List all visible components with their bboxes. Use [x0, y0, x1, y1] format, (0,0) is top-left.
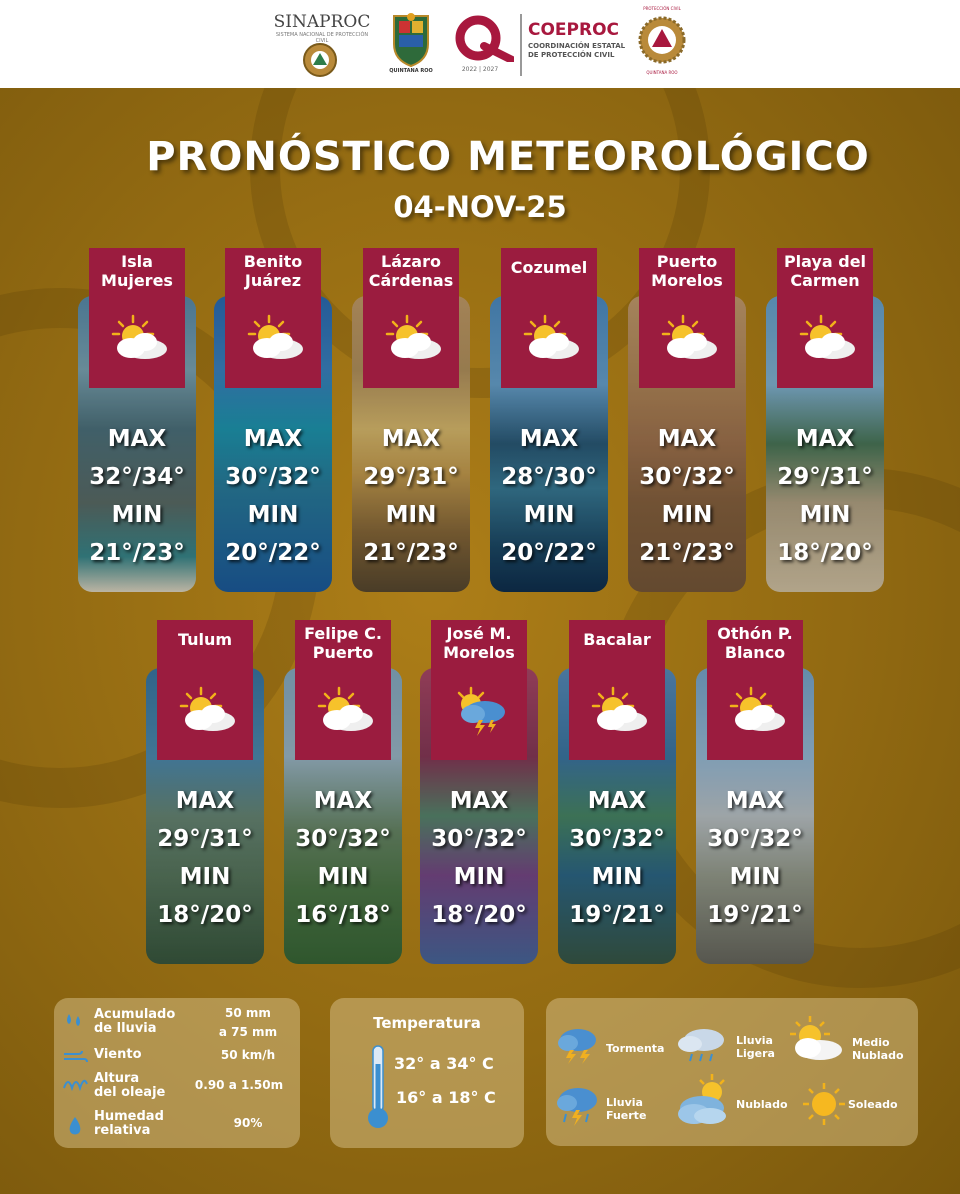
city-name-line2: Morelos — [651, 271, 723, 290]
city-tag — [225, 248, 321, 388]
raindrops-icon — [64, 1012, 84, 1028]
city-temperatures — [352, 420, 470, 572]
max-label: MAX — [657, 426, 717, 452]
min-range: 19°/21° — [707, 902, 803, 928]
min-range: 18°/20° — [777, 540, 873, 566]
acumulado-label — [94, 1008, 175, 1036]
city-name-line1: Puerto — [656, 252, 718, 271]
legend-medio-nublado-label — [852, 1036, 904, 1062]
viento-value: 50 km/h — [220, 1048, 276, 1062]
city-temperatures — [78, 420, 196, 572]
min-label: MIN — [247, 502, 299, 528]
city-name — [777, 252, 873, 290]
city-tag — [431, 620, 527, 760]
city-name — [89, 252, 185, 290]
max-label: MAX — [449, 788, 509, 814]
city-name — [157, 630, 253, 649]
partly-cloudy-icon — [521, 314, 581, 360]
quintana-roo-caption-2: QUINTANA ROO — [646, 70, 678, 75]
waves-icon — [62, 1074, 88, 1092]
proteccion-civil-emblem-icon — [638, 16, 686, 64]
legend-soleado-label: Soleado — [848, 1098, 898, 1111]
min-label: MIN — [799, 502, 851, 528]
city-name — [431, 624, 527, 662]
acumulado-label-line1: Acumulado — [94, 1007, 176, 1022]
max-range: 29°/31° — [363, 464, 459, 490]
city-name-line2: Carmen — [790, 271, 860, 290]
page-title: PRONÓSTICO METEOROLÓGICO — [146, 134, 870, 180]
city-name-line2: Blanco — [724, 643, 786, 662]
min-range: 21°/23° — [89, 540, 185, 566]
max-range: 30°/32° — [295, 826, 391, 852]
city-name-line1: José M. — [446, 624, 512, 643]
min-label: MIN — [111, 502, 163, 528]
humedad-value: 90% — [233, 1116, 263, 1130]
heavy-rain-icon — [554, 1082, 602, 1132]
wind-icon — [62, 1050, 88, 1064]
city-name — [569, 630, 665, 649]
weather-legend-panel — [546, 998, 918, 1146]
city-name-line1: Othón P. — [717, 624, 793, 643]
city-name-line1: Tulum — [177, 630, 233, 649]
oleaje-label — [94, 1072, 165, 1100]
city-temperatures — [490, 420, 608, 572]
city-tag — [157, 620, 253, 760]
temperature-title: Temperatura — [373, 1014, 481, 1032]
legend-medio-nublado-line1: Medio — [852, 1036, 890, 1049]
city-name — [501, 258, 597, 277]
storm-sun-icon — [451, 686, 511, 732]
city-name-line2: Puerto — [312, 643, 374, 662]
min-range: 18°/20° — [157, 902, 253, 928]
legend-lluvia-fuerte-label — [606, 1096, 646, 1122]
max-range: 30°/32° — [569, 826, 665, 852]
min-label: MIN — [385, 502, 437, 528]
max-range: 30°/32° — [707, 826, 803, 852]
max-label: MAX — [381, 426, 441, 452]
acumulado-value-line1: 50 mm — [225, 1006, 271, 1020]
max-label: MAX — [587, 788, 647, 814]
city-temperatures — [628, 420, 746, 572]
max-label: MAX — [175, 788, 235, 814]
humedad-label-line1: Humedad — [94, 1109, 164, 1124]
city-tag — [501, 248, 597, 388]
max-range: 28°/30° — [501, 464, 597, 490]
min-range: 16°/18° — [295, 902, 391, 928]
city-tag — [363, 248, 459, 388]
light-rain-icon — [674, 1026, 730, 1064]
min-range: 21°/23° — [639, 540, 735, 566]
max-label: MAX — [107, 426, 167, 452]
city-name-line1: Cozumel — [510, 258, 588, 277]
max-label: MAX — [725, 788, 785, 814]
city-tag — [777, 248, 873, 388]
storm-icon — [554, 1024, 602, 1064]
humedad-label — [94, 1110, 164, 1138]
humidity-drop-icon — [66, 1116, 84, 1136]
sunny-icon — [802, 1082, 846, 1126]
min-label: MIN — [661, 502, 713, 528]
oleaje-label-line1: Altura — [94, 1071, 140, 1086]
min-range: 21°/23° — [363, 540, 459, 566]
max-range: 32°/34° — [89, 464, 185, 490]
city-temperatures — [696, 782, 814, 934]
city-temperatures — [284, 782, 402, 934]
city-temperatures — [146, 782, 264, 934]
city-name — [707, 624, 803, 662]
min-range: 18°/20° — [431, 902, 527, 928]
city-tag — [569, 620, 665, 760]
gobierno-q-logo-icon — [450, 14, 514, 62]
partly-cloudy-icon — [383, 314, 443, 360]
city-name-line2: Morelos — [443, 643, 515, 662]
max-range: 29°/31° — [157, 826, 253, 852]
humedad-label-line2: relativa — [94, 1123, 151, 1138]
partly-cloudy-icon — [784, 1014, 848, 1064]
max-range: 30°/32° — [639, 464, 735, 490]
min-label: MIN — [523, 502, 575, 528]
min-range: 20°/22° — [501, 540, 597, 566]
min-range: 19°/21° — [569, 902, 665, 928]
city-name — [295, 624, 391, 662]
acumulado-value-line2: a 75 mm — [218, 1025, 278, 1039]
partly-cloudy-icon — [315, 686, 375, 732]
city-tag — [639, 248, 735, 388]
city-name-line2: Mujeres — [101, 271, 173, 290]
city-tag — [295, 620, 391, 760]
min-range: 20°/22° — [225, 540, 321, 566]
city-tag — [89, 248, 185, 388]
partly-cloudy-icon — [659, 314, 719, 360]
max-range: 29°/31° — [777, 464, 873, 490]
temperature-min-range: 16° a 18° C — [396, 1088, 496, 1107]
temperature-panel — [330, 998, 524, 1148]
temperature-max-range: 32° a 34° C — [394, 1054, 494, 1073]
sinaproc-emblem-icon — [302, 42, 338, 78]
header-divider — [520, 14, 522, 76]
min-label: MIN — [179, 864, 231, 890]
min-label: MIN — [317, 864, 369, 890]
city-name-line1: Felipe C. — [304, 624, 382, 643]
max-range: 30°/32° — [225, 464, 321, 490]
city-name-line1: Benito — [243, 252, 303, 271]
city-name-line1: Lázaro — [381, 252, 441, 271]
proteccion-civil-caption: PROTECCIÓN CIVIL — [643, 6, 681, 11]
partly-cloudy-icon — [727, 686, 787, 732]
legend-medio-nublado-line2: Nublado — [852, 1049, 904, 1062]
max-label: MAX — [519, 426, 579, 452]
city-name-line2: Juárez — [244, 271, 302, 290]
max-range: 30°/32° — [431, 826, 527, 852]
legend-lluvia-ligera-label — [736, 1034, 775, 1060]
min-label: MIN — [591, 864, 643, 890]
oleaje-value: 0.90 a 1.50m — [194, 1078, 284, 1092]
min-label: MIN — [729, 864, 781, 890]
quintana-roo-caption: QUINTANA ROO — [389, 68, 433, 74]
city-temperatures — [766, 420, 884, 572]
city-name-line2: Cárdenas — [368, 271, 454, 290]
city-name — [363, 252, 459, 290]
oleaje-label-line2: del oleaje — [94, 1085, 166, 1100]
acumulado-label-line2: de lluvia — [94, 1021, 157, 1036]
sinaproc-subtitle: SISTEMA NACIONAL DE PROTECCIÓN CIVIL — [275, 32, 369, 44]
city-name-line1: Bacalar — [583, 630, 651, 649]
header-logos-bar — [0, 0, 960, 88]
legend-tormenta-label: Tormenta — [606, 1042, 665, 1055]
max-label: MAX — [795, 426, 855, 452]
partly-cloudy-icon — [245, 314, 305, 360]
partly-cloudy-icon — [797, 314, 857, 360]
min-label: MIN — [453, 864, 505, 890]
city-name — [225, 252, 321, 290]
cloudy-icon — [674, 1072, 732, 1128]
coeproc-title: COEPROC — [528, 20, 620, 40]
city-temperatures — [558, 782, 676, 934]
max-label: MAX — [313, 788, 373, 814]
legend-lluvia-ligera-line2: Ligera — [736, 1047, 775, 1060]
thermometer-icon — [366, 1044, 390, 1130]
legend-lluvia-ligera-line1: Lluvia — [736, 1034, 773, 1047]
city-temperatures — [214, 420, 332, 572]
city-tag — [707, 620, 803, 760]
city-temperatures — [420, 782, 538, 934]
partly-cloudy-icon — [109, 314, 169, 360]
legend-lluvia-fuerte-line2: Fuerte — [606, 1109, 647, 1122]
partly-cloudy-icon — [589, 686, 649, 732]
viento-label: Viento — [94, 1047, 142, 1062]
city-name-line1: Playa del — [783, 252, 867, 271]
conditions-panel — [54, 998, 300, 1148]
quintana-roo-shield-icon — [390, 12, 432, 68]
city-name — [639, 252, 735, 290]
forecast-date: 04-NOV-25 — [393, 190, 567, 224]
acumulado-value — [200, 1006, 296, 1040]
gobierno-years: 2022 | 2027 — [461, 66, 499, 73]
coeproc-subtitle: COORDINACIÓN ESTATAL DE PROTECCIÓN CIVIL — [528, 42, 626, 59]
sinaproc-logo-text: SINAPROC — [273, 12, 371, 32]
partly-cloudy-icon — [177, 686, 237, 732]
city-name-line1: Isla — [121, 252, 153, 271]
legend-lluvia-fuerte-line1: Lluvia — [606, 1096, 643, 1109]
legend-nublado-label: Nublado — [736, 1098, 788, 1111]
max-label: MAX — [243, 426, 303, 452]
